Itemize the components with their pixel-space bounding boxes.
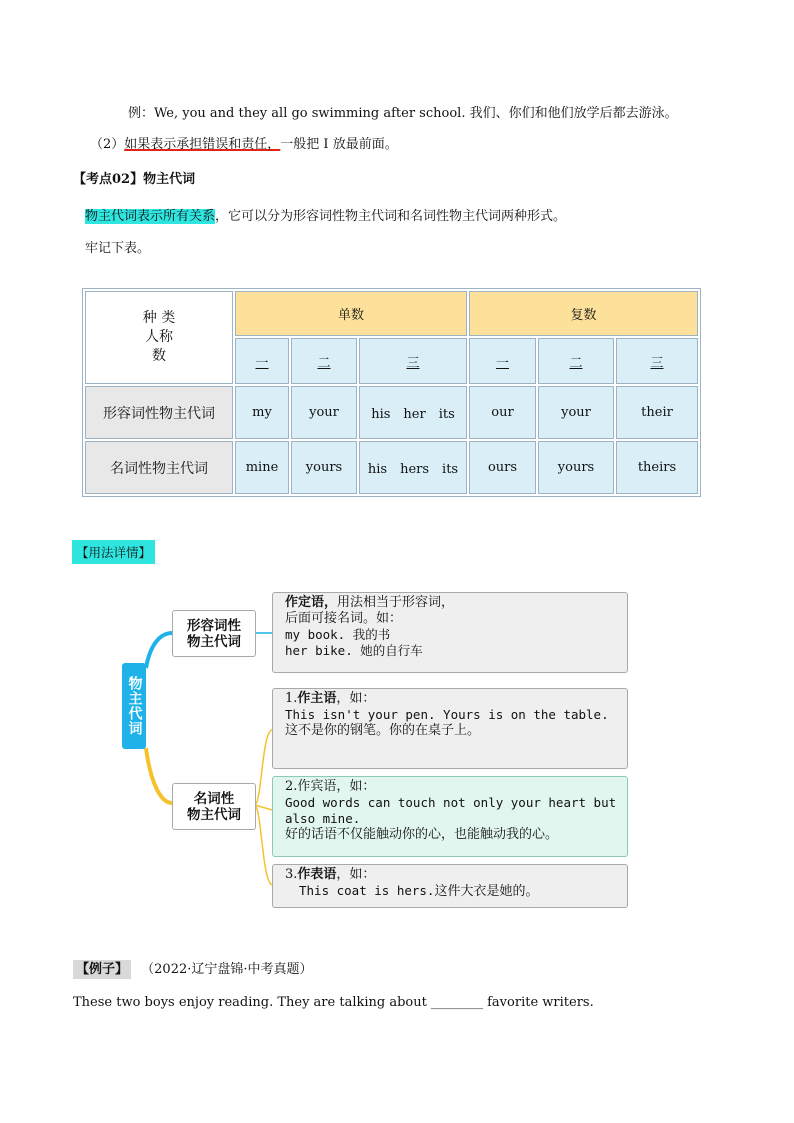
point-2-underlined-text: 如果表示承担错误和责任， xyxy=(124,137,281,152)
noun-box1-title: 作主语 xyxy=(297,691,337,706)
noun-box1-example-en: This isn't your pen. Yours is on the table. xyxy=(285,707,609,722)
noun-to-box1-connector xyxy=(255,730,272,805)
section-tag: 【考点02】 xyxy=(73,172,144,187)
adjective-usage-box xyxy=(272,592,628,673)
adj-box-line2: 后面可接名词。如： xyxy=(285,611,403,626)
noun-box3-num: 3. xyxy=(285,867,298,882)
example-sentence: 例：We, you and they all go swimming after school. 我们、你们和他们放学后都去游泳。 xyxy=(128,106,678,121)
table-cell: my xyxy=(235,386,289,439)
noun-box2-title: 2.作宾语，如： xyxy=(285,779,376,794)
section-title: 物主代词 xyxy=(143,172,196,187)
noun-to-box3-connector xyxy=(255,805,272,885)
point-2-text: 一般把 I 放最前面。 xyxy=(280,137,398,152)
root-to-adj-connector xyxy=(146,633,172,668)
example-tag: 【例子】 xyxy=(73,960,131,979)
noun-box2-example-en2: also mine. xyxy=(285,811,361,826)
table-cell: mine xyxy=(235,441,289,494)
definition-highlight: 物主代词表示所有关系 xyxy=(85,209,216,224)
mindmap-root: 物主代词 xyxy=(122,663,146,749)
question-text-after: favorite writers. xyxy=(487,995,594,1010)
corner-line-number: 数 xyxy=(152,348,166,364)
table-cell: yours xyxy=(291,441,357,494)
person-first-singular: 一 xyxy=(235,338,289,384)
person-second-singular: 二 xyxy=(291,338,357,384)
table-cell: your xyxy=(538,386,614,439)
person-third-plural: 三 xyxy=(616,338,698,384)
plural-header: 复数 xyxy=(469,291,698,336)
adj-box-line1 xyxy=(285,595,627,611)
noun-box1-num: 1. xyxy=(285,691,298,706)
table-cell: ours xyxy=(469,441,536,494)
person-first-plural: 一 xyxy=(469,338,536,384)
adj-box-example1: my book. 我的书 xyxy=(285,627,391,642)
person-third-singular: 三 xyxy=(359,338,467,384)
corner-line-type: 种 类 xyxy=(142,310,176,326)
branch-noun-possessive: 名词性 物主代词 xyxy=(172,783,256,830)
point-2-number: （2） xyxy=(90,137,125,152)
singular-header: 单数 xyxy=(235,291,467,336)
table-cell: our xyxy=(469,386,536,439)
noun-box1-title-rest: ，如： xyxy=(336,691,376,706)
table-cell: their xyxy=(616,386,698,439)
noun-box3-example xyxy=(285,883,627,900)
noun-box1-example-cn: 这不是你的钢笔。你的在桌子上。 xyxy=(285,723,481,738)
root-to-noun-connector xyxy=(146,748,172,803)
corner-line-person: 人称 xyxy=(145,329,173,345)
noun-box2-example-cn: 好的话语不仅能触动你的心，也能触动我的心。 xyxy=(285,827,559,842)
noun-box3-title: 作表语 xyxy=(297,867,337,882)
noun-box3-title-line xyxy=(285,867,627,883)
adj-box-example2: her bike. 她的自行车 xyxy=(285,643,423,658)
example-question xyxy=(73,995,594,1010)
row-label-adjective: 形容词性物主代词 xyxy=(85,386,233,439)
example-source: （2022·辽宁盘锦·中考真题） xyxy=(141,962,313,977)
noun-box3-title-rest: ，如： xyxy=(336,867,376,882)
definition-text: ，它可以分为形容词性物主代词和名词性物主代词两种形式。 xyxy=(215,209,567,224)
adj-box-title-rest: 用法相当于形容词， xyxy=(337,595,455,610)
noun-box3-example-en: This coat is hers. xyxy=(299,883,435,898)
noun-usage-box-subject xyxy=(272,688,628,769)
table-cell: theirs xyxy=(616,441,698,494)
noun-box3-example-cn: 这件大衣是她的。 xyxy=(434,884,539,899)
example-heading xyxy=(73,958,313,977)
table-cell: yours xyxy=(538,441,614,494)
remember-note: 牢记下表。 xyxy=(85,241,151,256)
question-text-before: These two boys enjoy reading. They are talking about xyxy=(73,995,427,1010)
noun-box1-title-line xyxy=(285,691,627,707)
noun-box2-example-en1: Good words can touch not only your heart but xyxy=(285,795,617,810)
person-second-plural: 二 xyxy=(538,338,614,384)
branch-adjective-possessive: 形容词性 物主代词 xyxy=(172,610,256,657)
adj-box-title: 作定语， xyxy=(285,595,338,610)
row-label-noun: 名词性物主代词 xyxy=(85,441,233,494)
table-cell: his her its xyxy=(359,386,467,439)
usage-tag: 【用法详情】 xyxy=(72,540,155,564)
question-blank: ________ xyxy=(430,995,483,1010)
table-cell: his hers its xyxy=(359,441,467,494)
noun-usage-box-predicative xyxy=(272,864,628,908)
table-cell: your xyxy=(291,386,357,439)
noun-usage-box-object xyxy=(272,776,628,857)
